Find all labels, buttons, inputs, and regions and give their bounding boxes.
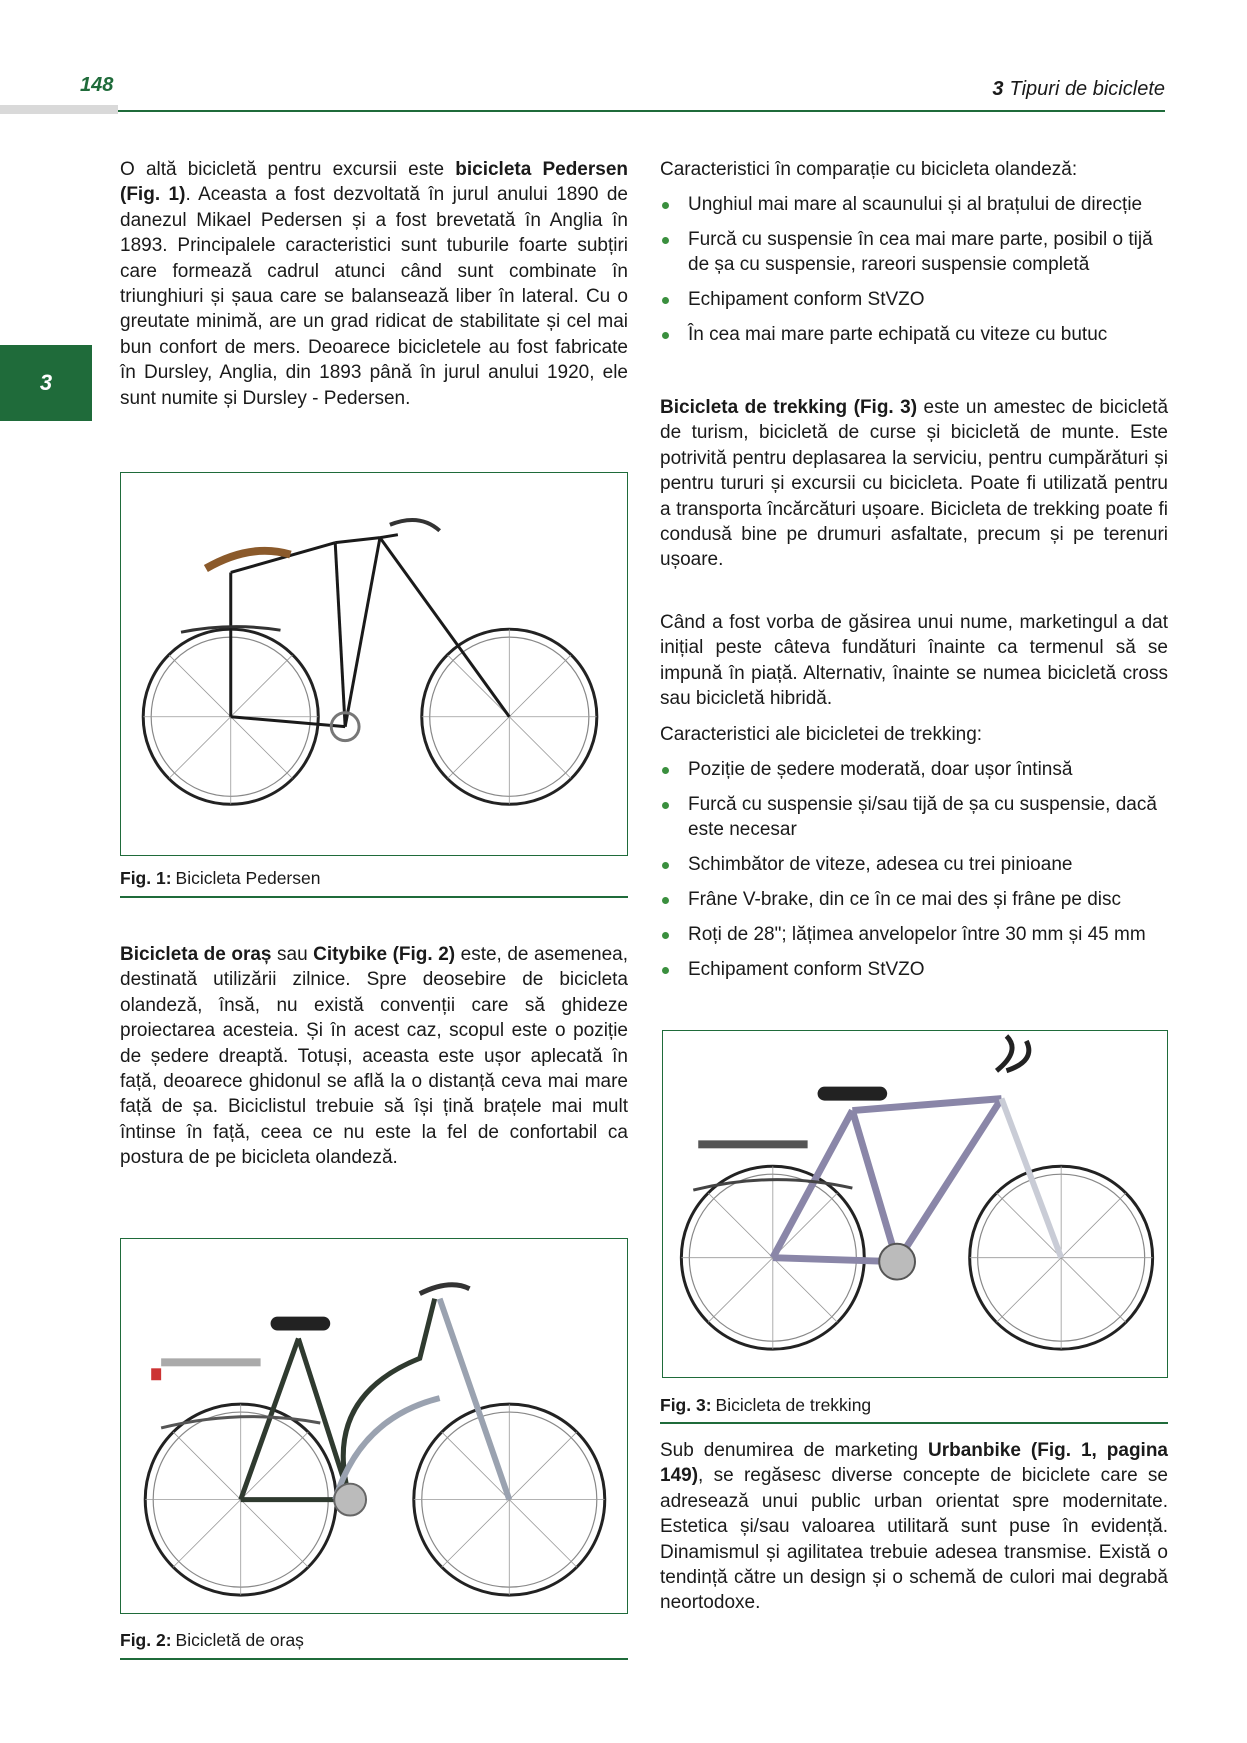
paragraph-urbanbike bbox=[660, 1438, 1168, 1616]
figure-label: Fig. 2: bbox=[120, 1630, 172, 1650]
city-bicycle-illustration bbox=[121, 1239, 627, 1613]
bullet-icon bbox=[662, 802, 669, 809]
text-span: sau bbox=[271, 944, 314, 965]
list-item bbox=[660, 922, 1168, 947]
list-item-text: Frâne V-brake, din ce în ce mai des și frâne pe disc bbox=[688, 889, 1121, 911]
bold-ref: Bicicleta de trekking (Fig. 3) bbox=[660, 397, 918, 418]
list-item-text: Unghiul mai mare al scaunului și al brațului de direcție bbox=[688, 194, 1143, 215]
list-item bbox=[660, 287, 1168, 312]
bullet-icon bbox=[662, 862, 669, 869]
bold-term: Bicicleta de oraș bbox=[120, 944, 272, 965]
figure-1-caption bbox=[120, 868, 320, 889]
list-item-text: Echipament conform StVZO bbox=[688, 289, 925, 311]
paragraph-naming: Când a fost vorba de găsirea unui nume, marketingul a dat inițial peste câteva fundături înainte ca termenul să se impună în piață. Alternativ, înainte se numea bicicletă cross sau bicicletă hibridă. bbox=[660, 612, 1168, 710]
trekking-bicycle-illustration bbox=[663, 1031, 1167, 1377]
list-item bbox=[660, 792, 1168, 843]
bold-ref: Citybike (Fig. 2) bbox=[313, 944, 456, 965]
paragraph-citybike bbox=[120, 942, 628, 1171]
pedersen-bicycle-illustration bbox=[121, 473, 627, 855]
list-item bbox=[660, 957, 1168, 982]
figure-label: Fig. 1: bbox=[120, 868, 172, 888]
list-item bbox=[660, 322, 1168, 347]
bold-ref: Urbanbike (Fig. 1, pagina 149) bbox=[660, 1440, 1168, 1487]
bullet-icon bbox=[662, 897, 669, 904]
figure-caption-text: Bicicletă de oraș bbox=[175, 1630, 304, 1650]
bullet-icon bbox=[662, 932, 669, 939]
list-item bbox=[660, 757, 1168, 782]
text-span: este un amestec de bicicletă de turism, bicicletă de curse și bicicletă de munte. Este potrivită pentru deplasarea la serviciu, pentru cumpărături și pentru tururi și excursii cu bicicleta. Poate fi utilizată pentru a transporta încărcături ușoare. Bicicleta de trekking poate fi condusă bine pe drumuri asfaltate, precum și pe terenuri ușoare. bbox=[660, 397, 1169, 571]
bullet-list-trekking bbox=[660, 757, 1168, 992]
list-item bbox=[660, 887, 1168, 912]
text-span: . Aceasta a fost dezvoltată în jurul anului 1890 de danezul Mikael Pedersen și a fost brevetată în Anglia în 1893. Principalele caracteristici sunt tuburile foarte subțiri care formează cadrul atunci când sunt combinate în triunghiuri și șaua care se balansează liber în lateral. Cu o greutate minimă, are un grad ridicat de stabilitate și cel mai bun confort de mers. Deoarece bicicletele au fost fabricate în Dursley, Anglia, din 1893 până în jurul anului 1920, ele sunt numite și Dursley - Pedersen. bbox=[120, 184, 628, 409]
bullet-icon bbox=[662, 332, 669, 339]
bullet-icon bbox=[662, 297, 669, 304]
list-item-text: În cea mai mare parte echipată cu viteze cu butuc bbox=[688, 324, 1108, 346]
chapter-side-tab: 3 bbox=[0, 345, 92, 421]
list-item bbox=[660, 192, 1168, 217]
caption-rule bbox=[120, 1658, 628, 1660]
figure-city-bicycle bbox=[120, 1238, 628, 1614]
bullet-icon bbox=[662, 202, 669, 209]
bullet-icon bbox=[662, 237, 669, 244]
bullet-list-comparison bbox=[660, 192, 1168, 357]
figure-2-caption bbox=[120, 1630, 304, 1651]
page-number: 148 bbox=[80, 74, 114, 96]
bullet-icon bbox=[662, 767, 669, 774]
chapter-number: 3 bbox=[992, 78, 1004, 100]
paragraph-pedersen bbox=[120, 157, 628, 411]
list-item-text: Furcă cu suspensie în cea mai mare parte, posibil o tijă de șa cu suspensie, rareori suspensie completă bbox=[688, 229, 1153, 276]
list-item bbox=[660, 852, 1168, 877]
caption-rule bbox=[120, 896, 628, 898]
figure-pedersen-bicycle bbox=[120, 472, 628, 856]
header-rule bbox=[118, 110, 1165, 112]
text-span: este, de asemenea, destinată utilizării zilnice. Spre deosebire de bicicleta olandeză, însă, nu există convenții care să ghideze proiectarea acesteia. Și în acest caz, scopul este o poziție de ședere dreaptă. Totuși, aceasta este ușor aplecată în față, deoarece ghidonul se află la o distanță ceva mai mare față de șa. Biciclistul trebuie să își țină brațele mai mult întinse în față, ceea ce nu este la fel de confortabil ca postura de pe bicicleta olandeză. bbox=[120, 944, 628, 1169]
list-item bbox=[660, 227, 1168, 278]
chapter-title: Tipuri de biciclete bbox=[1009, 78, 1165, 100]
figure-label: Fig. 3: bbox=[660, 1395, 712, 1415]
list-item-text: Furcă cu suspensie și/sau tijă de șa cu suspensie, dacă este necesar bbox=[688, 794, 1157, 841]
figure-3-caption bbox=[660, 1395, 871, 1416]
bold-ref: bicicleta Pedersen (Fig. 1) bbox=[120, 159, 628, 206]
list-intro: Caracteristici în comparație cu bicicleta olandeză: bbox=[660, 159, 1078, 180]
paragraph-trekking bbox=[660, 395, 1168, 573]
text-span: Sub denumirea de marketing bbox=[660, 1440, 929, 1461]
list-item-text: Echipament conform StVZO bbox=[688, 959, 925, 981]
figure-caption-text: Bicicleta de trekking bbox=[715, 1395, 872, 1415]
caption-rule bbox=[660, 1422, 1168, 1424]
bullet-icon bbox=[662, 967, 669, 974]
figure-caption-text: Bicicleta Pedersen bbox=[175, 868, 321, 888]
list-item-text: Poziție de ședere moderată, doar ușor întinsă bbox=[688, 759, 1073, 780]
header-gray-bar bbox=[0, 105, 118, 114]
text-span: O altă bicicletă pentru excursii este bbox=[120, 159, 456, 180]
figure-trekking-bicycle bbox=[662, 1030, 1168, 1378]
running-head bbox=[992, 78, 1165, 101]
list-intro-trekking: Caracteristici ale bicicletei de trekking: bbox=[660, 724, 983, 745]
list-item-text: Roți de 28"; lățimea anvelopelor între 30 mm și 45 mm bbox=[688, 924, 1146, 946]
list-item-text: Schimbător de viteze, adesea cu trei pinioane bbox=[688, 854, 1073, 876]
text-span: , se regăsesc diverse concepte de biciclete care se adresează unui public urban orientat spre modernitate. Estetica și/sau valoarea utilitară sunt puse în evidență. Dinamismul și agilitatea trebuie adesea transmise. Există o tendință către un design și o schemă de culori mai degrabă neortodoxe. bbox=[660, 1465, 1168, 1614]
